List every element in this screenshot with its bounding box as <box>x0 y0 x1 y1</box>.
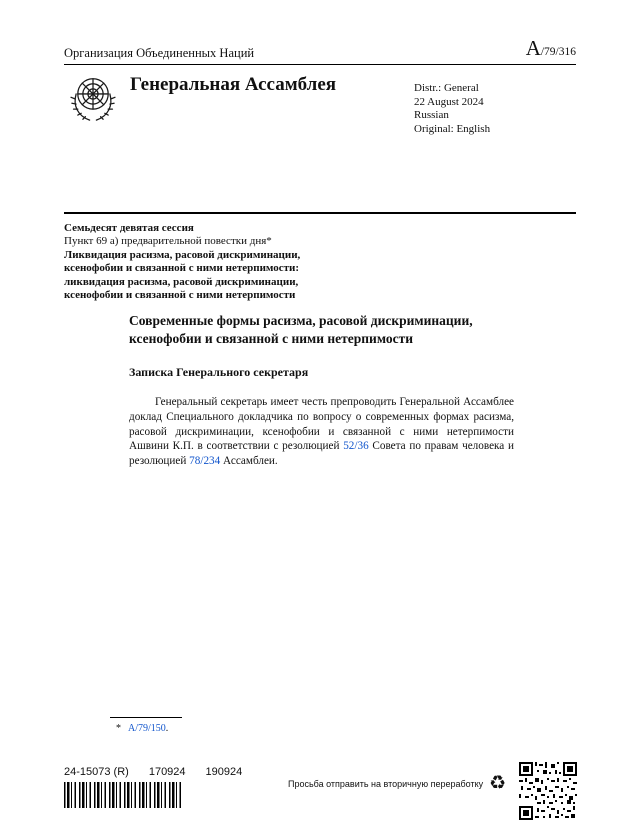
doc-code-date-1: 170924 <box>148 766 186 778</box>
doc-code-date-2: 190924 <box>205 766 243 778</box>
date-line: 22 August 2024 <box>414 95 484 108</box>
recycle-icon: ♻ <box>489 773 507 794</box>
distr-line: Distr.: General <box>414 82 479 94</box>
body-paragraph <box>129 395 514 469</box>
footnote-marker: * <box>116 723 121 734</box>
section-divider <box>64 212 576 214</box>
main-content <box>129 312 514 469</box>
document-symbol <box>526 36 576 61</box>
document-symbol-letter: A <box>525 36 541 60</box>
paragraph-part-2: Совета по правам человека и резолюцией <box>129 440 514 468</box>
paragraph-part-1: Генеральный секретарь имеет честь препроводить Генеральной Ассамблее доклад Специального докладчика по вопросу о современных формах расизма, расовой дискриминации, ксенофобии и связанной с ними нетерпимости Ашвини К.П. в соответствии с резолюцией <box>129 396 514 453</box>
original-language-line: Original: English <box>414 122 491 135</box>
un-emblem-icon <box>66 72 120 126</box>
recycle-note <box>288 774 506 793</box>
resolution-link-52-36[interactable]: 52/36 <box>343 440 369 453</box>
footnote-period: . <box>165 723 169 734</box>
document-symbol-number: /79/316 <box>540 46 576 58</box>
recycle-label: Просьба отправить на вторичную переработку <box>288 778 484 789</box>
session-title: Семьдесят девятая сессия <box>64 222 194 234</box>
language-line: Russian <box>414 109 449 121</box>
note-subtitle: Записка Генерального секретаря <box>129 365 309 379</box>
qr-code <box>519 762 577 820</box>
agenda-item-line: Пункт 69 a) предварительной повестки дня* <box>64 235 272 248</box>
agenda-title: Ликвидация расизма, расовой дискриминации, ксенофобии и связанной с ними нетерпимости: ликвидация расизма, расовой дискриминации, ксенофобии и связанной с ними нетерпимости <box>64 248 301 302</box>
assembly-title: Генеральная Ассамблея <box>130 74 337 95</box>
doc-code-number: 24-15073 (R) <box>64 766 129 778</box>
footnote-link[interactable]: A/79/150 <box>128 723 166 734</box>
header-divider <box>64 64 576 65</box>
resolution-link-78-234[interactable]: 78/234 <box>189 455 221 468</box>
paragraph-part-3: Ассамблеи. <box>220 455 278 468</box>
barcode <box>64 782 184 808</box>
footnote <box>116 723 168 734</box>
document-code <box>64 766 242 778</box>
session-block <box>64 222 336 302</box>
org-name: Организация Объединенных Наций <box>64 46 255 60</box>
footnote-divider <box>110 717 182 718</box>
report-title: Современные формы расизма, расовой дискриминации, ксенофобии и связанной с ними нетерпимости <box>129 313 473 346</box>
distribution-block <box>414 82 490 136</box>
